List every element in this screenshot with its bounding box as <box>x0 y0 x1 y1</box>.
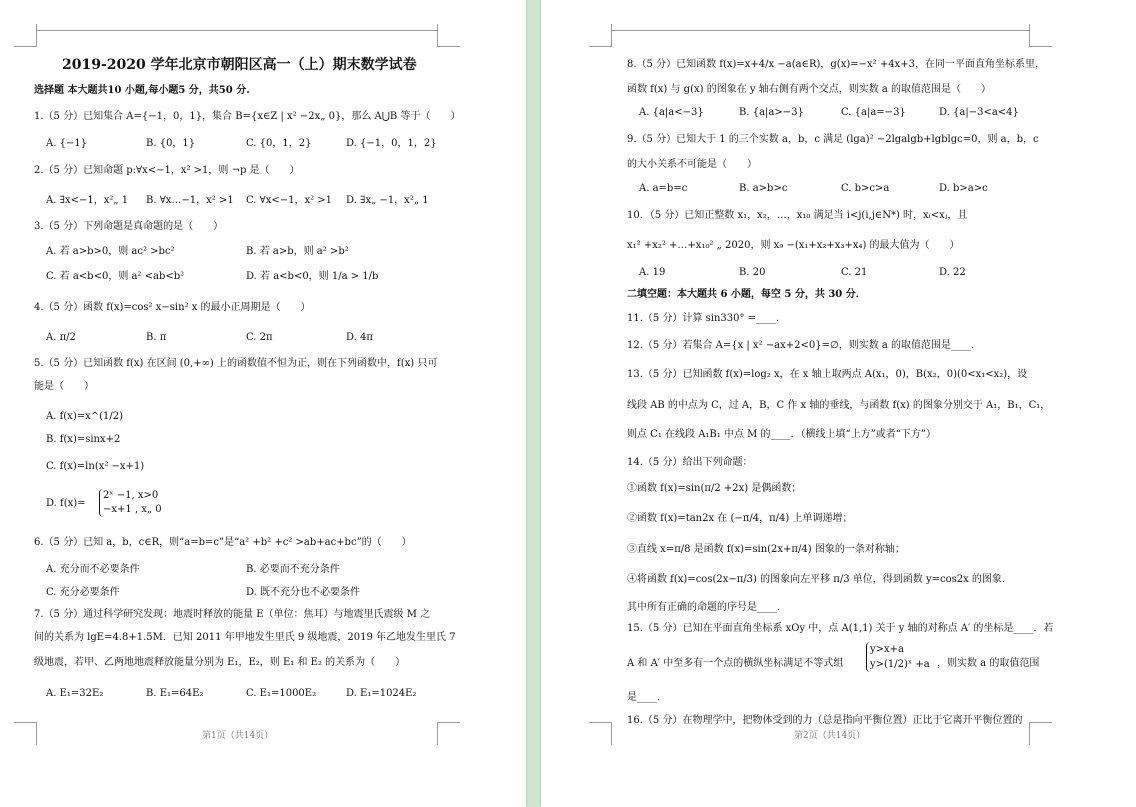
header-rule <box>36 30 437 31</box>
crop-mark-top-right <box>437 24 460 47</box>
crop-mark-bottom-left <box>14 722 37 745</box>
question-12: 12.（5 分）若集合 A={x | x² −ax+2<0}=∅，则实数 a 的取值范围是____． <box>627 340 982 351</box>
q8-option-d: D. {a|−3<a<4} <box>939 107 1019 118</box>
q5-option-d: D. f(x)= <box>46 498 86 509</box>
q5-option-b: B. f(x)=sinx+2 <box>46 434 121 445</box>
crop-mark-bottom-right <box>437 722 460 745</box>
question-10-line-2: x₁² +x₂² +…+x₁₀² „ 2020，则 x₉ −(x₁+x₂+x₃+x₄) 的最大值为（ ） <box>627 240 960 251</box>
question-7-line-2: 间的关系为 lgE=4.8+1.5M．已知 2011 年甲地发生里氏 9 级地震，2019 年乙地发生里氏 7 <box>34 632 456 643</box>
q14-item-4: ④将函数 f(x)=cos(2x−π/3) 的图象向左平移 π/3 单位，得到函数 y=cos2x 的图象． <box>627 574 1012 585</box>
q3-option-a: A. 若 a>b>0，则 ac² >bc² <box>46 246 175 257</box>
q3-option-d: D. 若 a<b<0，则 1/a > 1/b <box>246 271 379 282</box>
q5-piecewise-brace <box>99 489 162 517</box>
q1-option-b: B. {0，1} <box>146 138 196 149</box>
question-11: 11.（5 分）计算 sin330° =____． <box>627 313 787 324</box>
question-14: 14.（5 分）给出下列命题： <box>627 457 753 468</box>
question-9-line-1: 9.（5 分）已知大于 1 的三个实数 a，b，c 满足 (lga)² −2lgalgb+lgblgc=0，则 a，b，c <box>627 134 1039 145</box>
question-15-line-3: 是____． <box>627 692 667 703</box>
question-8-line-2: 函数 f(x) 与 g(x) 的图象在 y 轴右侧有两个交点，则实数 a 的取值范围是（ ） <box>627 84 992 95</box>
crop-mark-top-left <box>589 24 612 47</box>
question-2: 2.（5 分）已知命题 p:∀x<−1，x² >1，则 ¬p 是（ ） <box>34 165 300 176</box>
q8-option-c: C. {a|a=−3} <box>841 107 906 118</box>
q6-option-a: A. 充分而不必要条件 <box>46 564 140 575</box>
question-15-line-1: 15.（5 分）已知在平面直角坐标系 xOy 中，点 A(1,1) 关于 y 轴的对称点 A′ 的坐标是____．若 <box>627 623 1054 634</box>
q14-item-1: ①函数 f(x)=sin(π/2 +2x) 是偶函数； <box>627 483 802 494</box>
question-5-line-2: 能是（ ） <box>34 381 94 392</box>
q15-ineq-1: y>x+a <box>870 644 905 655</box>
q3-option-c: C. 若 a<b<0，则 a² <ab<b² <box>46 271 185 282</box>
q10-option-a: A. 19 <box>639 267 666 278</box>
crop-mark-top-right <box>1029 24 1052 47</box>
q4-option-c: C. 2π <box>246 332 273 343</box>
crop-mark-top-left <box>14 24 37 47</box>
page-1 <box>0 0 526 807</box>
question-13-line-2: 线段 AB 的中点为 C，过 A，B，C 作 x 轴的垂线，与函数 f(x) 的图象分别交于 A₁，B₁，C₁， <box>627 400 1051 411</box>
q4-option-b: B. π <box>146 332 167 343</box>
q3-option-b: B. 若 a>b，则 a² >b² <box>246 246 349 257</box>
q10-option-b: B. 20 <box>739 267 766 278</box>
q5-case-1: 2ˣ −1, x>0 <box>103 490 159 501</box>
q7-option-a: A. E₁=32E₂ <box>46 688 104 699</box>
page-2 <box>541 0 1136 807</box>
q9-option-c: C. b>c>a <box>841 183 890 194</box>
question-9-line-2: 的大小关系不可能是（ ） <box>627 159 757 170</box>
q6-option-c: C. 充分必要条件 <box>46 587 120 598</box>
q14-item-3: ③直线 x=π/8 是函数 f(x)=sin(2x+π/4) 图象的一条对称轴； <box>627 544 905 555</box>
page-footer: 第1页（共14页） <box>202 731 274 741</box>
exam-title: 2019-2020 学年北京市朝阳区高一（上）期末数学试卷 <box>62 57 417 73</box>
q9-option-a: A. a=b=c <box>639 183 688 194</box>
question-7-line-3: 级地震，若甲、乙两地地震释放能量分别为 E₁，E₂，则 E₁ 和 E₂ 的关系为（ ） <box>34 657 406 668</box>
question-10-line-1: 10．（5 分）已知正整数 x₁，x₂，…，x₁₀ 满足当 i<j(i,j∈N*) 时，xᵢ<xⱼ，且 <box>627 210 968 221</box>
q4-option-d: D. 4π <box>346 332 373 343</box>
q7-option-c: C. E₁=1000E₂ <box>246 688 317 699</box>
question-7-line-1: 7.（5 分）通过科学研究发现：地震时释放的能量 E（单位：焦耳）与地震里氏震级 M 之 <box>34 609 431 620</box>
q5-option-c: C. f(x)=ln(x² −x+1) <box>46 461 145 472</box>
q14-item-2: ②函数 f(x)=tan2x 在 (−π/4，π/4) 上单调递增； <box>627 513 853 524</box>
q6-option-d: D. 既不充分也不必要条件 <box>246 587 361 598</box>
section-heading-2: 二填空题：本大题共 6 小题，每空 5 分，共 30 分． <box>627 289 866 300</box>
question-5-line-1: 5.（5 分）已知函数 f(x) 在区间 (0,+∞) 上的函数值不恒为正，则在下列函数中，f(x) 只可 <box>34 358 438 369</box>
q4-option-a: A. π/2 <box>46 332 76 343</box>
q15-ineq-2: y>(1/2)ˣ +a <box>870 659 930 670</box>
question-1: 1.（5 分）已知集合 A={−1，0，1}，集合 B={x∈Z | x² −2x„ 0}，那么 A⋃B 等于（ ） <box>34 111 461 122</box>
q2-option-c: C. ∀x<−1，x² >1 <box>246 195 333 206</box>
q14-answer-line: 其中所有正确的命题的序号是____． <box>627 602 787 613</box>
section-heading: 选择题 本大题共10 小题,每小题5 分，共50 分. <box>34 85 250 96</box>
q9-option-d: D. b>a>c <box>939 183 988 194</box>
q5-case-2: −x+1 , x„ 0 <box>103 504 162 515</box>
q2-option-b: B. ∀x…−1，x² >1 <box>146 195 234 206</box>
q6-option-b: B. 必要而不充分条件 <box>246 564 340 575</box>
q5-option-a: A. f(x)=x^(1/2) <box>46 411 124 422</box>
question-13-line-1: 13.（5 分）已知函数 f(x)=log₂ x，在 x 轴上取两点 A(x₁，0)，B(x₂，0)(0<x₁<x₂)，设 <box>627 369 1028 380</box>
question-4: 4.（5 分）函数 f(x)=cos² x−sin² x 的最小正周期是（ ） <box>34 302 311 313</box>
q7-option-d: D. E₁=1024E₂ <box>346 688 417 699</box>
question-16: 16.（5 分）在物理学中，把物体受到的力（总是指向平衡位置）正比于它离开平衡位置的 <box>627 715 1023 726</box>
q15-inequality-brace <box>866 642 930 672</box>
q2-option-d: D. ∃x„ −1，x²„ 1 <box>346 195 429 206</box>
q9-option-b: B. a>b>c <box>739 183 788 194</box>
q10-option-d: D. 22 <box>939 267 966 278</box>
q10-option-c: C. 21 <box>841 267 868 278</box>
q1-option-a: A. {−1} <box>46 138 88 149</box>
crop-mark-bottom-right <box>1029 722 1052 745</box>
question-3: 3.（5 分）下列命题是真命题的是（ ） <box>34 221 224 232</box>
q1-option-c: C. {0，1，2} <box>246 138 312 149</box>
q1-option-d: D. {−1，0，1，2} <box>346 138 437 149</box>
page-footer: 第2页（共14页） <box>794 731 866 741</box>
header-rule <box>611 30 1029 31</box>
question-8-line-1: 8.（5 分）已知函数 f(x)=x+4/x −a(a∈R)，g(x)=−x² +4x+3，在同一平面直角坐标系里， <box>627 59 1045 70</box>
question-13-line-3: 则点 C₁ 在线段 A₁B₁ 中点 M 的____．（横线上填“上方”或者“下方”） <box>627 429 937 440</box>
q8-option-b: B. {a|a>−3} <box>739 107 804 118</box>
q7-option-b: B. E₁=64E₂ <box>146 688 204 699</box>
q8-option-a: A. {a|a<−3} <box>639 107 704 118</box>
question-15-line-2a: A 和 A′ 中至多有一个点的横纵坐标满足不等式组 <box>627 658 844 669</box>
q2-option-a: A. ∃x<−1，x²„ 1 <box>46 195 129 206</box>
question-15-line-2b: ，则实数 a 的取值范围 <box>937 658 1040 669</box>
crop-mark-bottom-left <box>589 722 612 745</box>
question-6: 6.（5 分）已知 a，b，c∈R，则“a=b=c”是“a² +b² +c² >ab+ac+bc”的（ ） <box>34 537 412 548</box>
